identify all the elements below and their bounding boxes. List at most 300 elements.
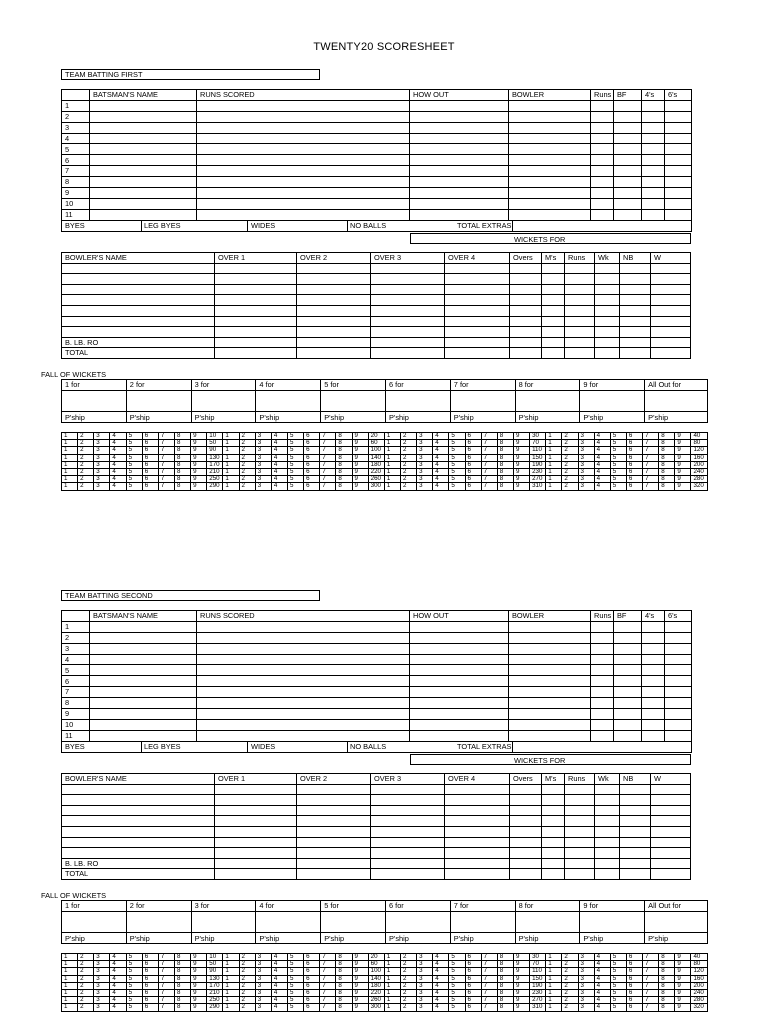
bowling-cell[interactable] — [595, 263, 620, 274]
tally-digit[interactable]: 9 — [675, 447, 691, 454]
bowling-cell[interactable] — [62, 826, 215, 837]
batting-cell[interactable] — [665, 632, 692, 643]
tally-digit[interactable]: 9 — [352, 954, 368, 961]
tally-digit[interactable]: 8 — [497, 997, 513, 1004]
bowling-cell[interactable] — [651, 869, 691, 880]
tally-digit[interactable]: 3 — [417, 997, 433, 1004]
batting-cell[interactable] — [509, 621, 591, 632]
tally-digit[interactable]: 8 — [336, 454, 352, 461]
tally-digit[interactable]: 4 — [594, 975, 610, 982]
batting-cell[interactable] — [509, 144, 591, 155]
tally-digit[interactable]: 7 — [158, 433, 174, 440]
tally-total[interactable]: 230 — [530, 469, 546, 476]
batting-cell[interactable] — [591, 698, 614, 709]
tally-digit[interactable]: 7 — [643, 469, 659, 476]
tally-digit[interactable]: 3 — [578, 990, 594, 997]
tally-digit[interactable]: 1 — [546, 469, 562, 476]
tally-digit[interactable]: 7 — [320, 968, 336, 975]
tally-digit[interactable]: 3 — [94, 454, 110, 461]
tally-digit[interactable]: 9 — [352, 454, 368, 461]
batting-cell[interactable] — [614, 709, 642, 720]
tally-digit[interactable]: 1 — [223, 469, 239, 476]
bowling-cell[interactable] — [651, 816, 691, 827]
batting-cell[interactable] — [197, 654, 410, 665]
bowling-cell[interactable] — [565, 805, 595, 816]
tally-digit[interactable]: 7 — [643, 476, 659, 483]
tally-digit[interactable]: 3 — [255, 447, 271, 454]
tally-digit[interactable]: 1 — [546, 990, 562, 997]
batting-cell[interactable] — [509, 698, 591, 709]
tally-digit[interactable]: 1 — [223, 990, 239, 997]
batting-cell[interactable] — [90, 209, 197, 220]
tally-digit[interactable]: 9 — [191, 469, 207, 476]
bowling-cell[interactable] — [215, 305, 297, 316]
tally-total[interactable]: 30 — [530, 954, 546, 961]
bowling-cell[interactable] — [651, 327, 691, 338]
tally-total[interactable]: 160 — [691, 975, 707, 982]
tally-total[interactable]: 240 — [691, 469, 707, 476]
bowling-cell[interactable] — [297, 858, 371, 869]
fow-cell[interactable] — [126, 401, 191, 412]
tally-digit[interactable]: 8 — [497, 476, 513, 483]
tally-digit[interactable]: 7 — [320, 469, 336, 476]
batting-cell[interactable] — [509, 188, 591, 199]
tally-total[interactable]: 80 — [691, 440, 707, 447]
tally-digit[interactable]: 4 — [594, 440, 610, 447]
tally-digit[interactable]: 4 — [433, 975, 449, 982]
tally-digit[interactable]: 4 — [110, 961, 126, 968]
tally-digit[interactable]: 4 — [110, 954, 126, 961]
tally-digit[interactable]: 7 — [481, 982, 497, 989]
bowling-cell[interactable] — [565, 316, 595, 327]
tally-digit[interactable]: 5 — [287, 483, 303, 490]
tally-digit[interactable]: 8 — [659, 469, 675, 476]
tally-digit[interactable]: 9 — [675, 476, 691, 483]
pship-label[interactable]: P'ship — [450, 933, 515, 944]
tally-digit[interactable]: 3 — [578, 483, 594, 490]
tally-digit[interactable]: 3 — [94, 968, 110, 975]
tally-digit[interactable]: 2 — [562, 461, 578, 468]
tally-total[interactable]: 210 — [207, 990, 223, 997]
tally-digit[interactable]: 1 — [546, 961, 562, 968]
tally-digit[interactable]: 9 — [352, 447, 368, 454]
bowling-cell[interactable] — [62, 805, 215, 816]
bowling-cell[interactable] — [445, 284, 510, 295]
tally-digit[interactable]: 6 — [626, 1004, 642, 1011]
tally-total[interactable]: 280 — [691, 476, 707, 483]
tally-total[interactable]: 260 — [368, 997, 384, 1004]
tally-digit[interactable]: 3 — [417, 975, 433, 982]
bowling-cell[interactable] — [620, 305, 651, 316]
tally-digit[interactable]: 5 — [287, 447, 303, 454]
tally-digit[interactable]: 6 — [465, 997, 481, 1004]
tally-digit[interactable]: 8 — [336, 975, 352, 982]
tally-digit[interactable]: 7 — [643, 982, 659, 989]
tally-digit[interactable]: 7 — [481, 975, 497, 982]
tally-total[interactable]: 300 — [368, 1004, 384, 1011]
tally-digit[interactable]: 9 — [352, 982, 368, 989]
tally-digit[interactable]: 3 — [578, 982, 594, 989]
tally-digit[interactable]: 1 — [384, 975, 400, 982]
tally-digit[interactable]: 4 — [271, 961, 287, 968]
bowling-cell[interactable] — [542, 305, 565, 316]
tally-digit[interactable]: 2 — [239, 483, 255, 490]
tally-digit[interactable]: 3 — [417, 1004, 433, 1011]
batting-cell[interactable] — [665, 111, 692, 122]
tally-digit[interactable]: 6 — [626, 997, 642, 1004]
batting-cell[interactable] — [90, 687, 197, 698]
tally-digit[interactable]: 2 — [562, 961, 578, 968]
batting-cell[interactable] — [614, 166, 642, 177]
tally-digit[interactable]: 4 — [594, 469, 610, 476]
bowling-cell[interactable] — [215, 274, 297, 285]
tally-digit[interactable]: 8 — [336, 483, 352, 490]
fow-cell[interactable] — [515, 911, 580, 922]
fow-cell[interactable] — [126, 911, 191, 922]
tally-digit[interactable]: 3 — [417, 961, 433, 968]
tally-digit[interactable]: 4 — [433, 483, 449, 490]
bowling-cell[interactable] — [62, 263, 215, 274]
tally-digit[interactable]: 7 — [320, 433, 336, 440]
tally-digit[interactable]: 4 — [433, 469, 449, 476]
tally-digit[interactable]: 7 — [320, 982, 336, 989]
batting-cell[interactable] — [614, 100, 642, 111]
tally-digit[interactable]: 3 — [417, 982, 433, 989]
tally-digit[interactable]: 9 — [191, 483, 207, 490]
tally-digit[interactable]: 5 — [449, 461, 465, 468]
tally-digit[interactable]: 3 — [94, 447, 110, 454]
batting-cell[interactable] — [665, 100, 692, 111]
batting-cell[interactable] — [410, 155, 509, 166]
tally-digit[interactable]: 7 — [481, 447, 497, 454]
batting-cell[interactable] — [642, 166, 665, 177]
tally-digit[interactable]: 2 — [78, 982, 94, 989]
tally-digit[interactable]: 2 — [562, 975, 578, 982]
bowling-cell[interactable] — [445, 295, 510, 306]
bowling-cell[interactable] — [215, 327, 297, 338]
pship-label[interactable]: P'ship — [515, 933, 580, 944]
fow-cell[interactable] — [645, 922, 708, 933]
tally-digit[interactable]: 3 — [578, 433, 594, 440]
bowling-cell[interactable] — [620, 805, 651, 816]
tally-digit[interactable]: 2 — [239, 433, 255, 440]
tally-total[interactable]: 40 — [691, 433, 707, 440]
batting-cell[interactable] — [410, 177, 509, 188]
bowling-cell[interactable] — [651, 337, 691, 348]
batting-cell[interactable] — [90, 122, 197, 133]
tally-digit[interactable]: 5 — [449, 982, 465, 989]
batting-cell[interactable] — [197, 209, 410, 220]
bowling-cell[interactable] — [371, 337, 445, 348]
tally-digit[interactable]: 8 — [174, 997, 190, 1004]
tally-digit[interactable]: 2 — [78, 975, 94, 982]
bowling-cell[interactable] — [371, 274, 445, 285]
batting-cell[interactable] — [614, 665, 642, 676]
tally-total[interactable]: 230 — [530, 990, 546, 997]
tally-digit[interactable]: 4 — [271, 997, 287, 1004]
tally-digit[interactable]: 7 — [320, 975, 336, 982]
bowling-cell[interactable] — [371, 316, 445, 327]
batting-cell[interactable] — [410, 166, 509, 177]
tally-digit[interactable]: 6 — [142, 476, 158, 483]
tally-digit[interactable]: 7 — [481, 990, 497, 997]
batting-cell[interactable] — [410, 209, 509, 220]
tally-digit[interactable]: 6 — [465, 440, 481, 447]
batting-cell[interactable] — [614, 698, 642, 709]
bowling-cell[interactable] — [445, 274, 510, 285]
tally-digit[interactable]: 3 — [255, 954, 271, 961]
tally-digit[interactable]: 9 — [513, 975, 529, 982]
tally-digit[interactable]: 1 — [384, 476, 400, 483]
tally-digit[interactable]: 5 — [287, 469, 303, 476]
bowling-cell[interactable] — [565, 826, 595, 837]
fow-cell[interactable] — [256, 922, 321, 933]
pship-label[interactable]: P'ship — [645, 412, 708, 423]
batting-cell[interactable] — [665, 133, 692, 144]
bowling-cell[interactable] — [371, 295, 445, 306]
fow-cell[interactable] — [645, 390, 708, 401]
tally-digit[interactable]: 5 — [126, 961, 142, 968]
tally-digit[interactable]: 1 — [223, 483, 239, 490]
fow-cell[interactable] — [580, 401, 645, 412]
bowling-cell[interactable] — [620, 826, 651, 837]
tally-digit[interactable]: 7 — [643, 483, 659, 490]
tally-digit[interactable]: 1 — [384, 461, 400, 468]
tally-digit[interactable]: 1 — [223, 447, 239, 454]
tally-digit[interactable]: 5 — [126, 997, 142, 1004]
batting-cell[interactable] — [614, 687, 642, 698]
tally-digit[interactable]: 9 — [675, 483, 691, 490]
tally-digit[interactable]: 9 — [352, 1004, 368, 1011]
bowling-cell[interactable] — [565, 795, 595, 806]
tally-digit[interactable]: 1 — [546, 975, 562, 982]
bowling-cell[interactable] — [510, 348, 542, 359]
batting-cell[interactable] — [90, 665, 197, 676]
tally-digit[interactable]: 8 — [659, 433, 675, 440]
tally-digit[interactable]: 7 — [158, 968, 174, 975]
batting-cell[interactable] — [197, 144, 410, 155]
tally-digit[interactable]: 3 — [417, 433, 433, 440]
tally-digit[interactable]: 6 — [304, 961, 320, 968]
tally-digit[interactable]: 6 — [304, 483, 320, 490]
tally-digit[interactable]: 9 — [513, 454, 529, 461]
tally-digit[interactable]: 9 — [675, 440, 691, 447]
tally-digit[interactable]: 6 — [304, 440, 320, 447]
batting-cell[interactable] — [509, 111, 591, 122]
tally-digit[interactable]: 4 — [271, 954, 287, 961]
tally-digit[interactable]: 1 — [223, 954, 239, 961]
tally-digit[interactable]: 5 — [610, 968, 626, 975]
bowling-cell[interactable] — [595, 837, 620, 848]
tally-digit[interactable]: 6 — [465, 982, 481, 989]
bowling-cell[interactable] — [445, 826, 510, 837]
tally-digit[interactable]: 4 — [271, 447, 287, 454]
tally-total[interactable]: 240 — [691, 990, 707, 997]
tally-digit[interactable]: 4 — [271, 483, 287, 490]
tally-digit[interactable]: 5 — [126, 968, 142, 975]
tally-digit[interactable]: 5 — [449, 433, 465, 440]
tally-digit[interactable]: 1 — [223, 968, 239, 975]
tally-digit[interactable]: 5 — [610, 483, 626, 490]
tally-digit[interactable]: 5 — [449, 975, 465, 982]
tally-digit[interactable]: 4 — [594, 990, 610, 997]
bowling-cell[interactable] — [620, 295, 651, 306]
batting-cell[interactable] — [665, 155, 692, 166]
tally-digit[interactable]: 2 — [78, 990, 94, 997]
tally-digit[interactable]: 1 — [223, 433, 239, 440]
fow-cell[interactable] — [191, 911, 256, 922]
extras-input[interactable] — [347, 742, 388, 752]
tally-digit[interactable]: 1 — [62, 447, 78, 454]
bowling-cell[interactable] — [595, 869, 620, 880]
fow-cell[interactable] — [126, 390, 191, 401]
batting-cell[interactable] — [591, 133, 614, 144]
tally-digit[interactable]: 6 — [626, 476, 642, 483]
tally-digit[interactable]: 3 — [417, 454, 433, 461]
bowling-cell[interactable] — [215, 795, 297, 806]
tally-total[interactable]: 130 — [207, 975, 223, 982]
tally-digit[interactable]: 5 — [287, 968, 303, 975]
batting-cell[interactable] — [410, 665, 509, 676]
tally-digit[interactable]: 8 — [497, 954, 513, 961]
tally-digit[interactable]: 8 — [174, 454, 190, 461]
pship-label[interactable]: P'ship — [645, 933, 708, 944]
pship-label[interactable]: P'ship — [62, 412, 127, 423]
tally-digit[interactable]: 4 — [271, 476, 287, 483]
bowling-cell[interactable] — [445, 337, 510, 348]
bowling-cell[interactable] — [595, 805, 620, 816]
tally-digit[interactable]: 2 — [78, 433, 94, 440]
bowling-cell[interactable] — [445, 327, 510, 338]
tally-digit[interactable]: 4 — [594, 961, 610, 968]
bowling-cell[interactable] — [620, 263, 651, 274]
tally-digit[interactable]: 2 — [562, 447, 578, 454]
tally-digit[interactable]: 4 — [594, 997, 610, 1004]
bowling-cell[interactable] — [297, 805, 371, 816]
bowling-cell[interactable] — [542, 337, 565, 348]
bowling-cell[interactable] — [62, 816, 215, 827]
tally-digit[interactable]: 9 — [513, 954, 529, 961]
tally-digit[interactable]: 5 — [287, 476, 303, 483]
tally-digit[interactable]: 6 — [626, 961, 642, 968]
team-name-field[interactable]: TEAM BATTING SECOND — [61, 590, 320, 601]
tally-digit[interactable]: 6 — [142, 997, 158, 1004]
tally-digit[interactable]: 7 — [643, 954, 659, 961]
tally-digit[interactable]: 1 — [223, 975, 239, 982]
tally-total[interactable]: 70 — [530, 440, 546, 447]
batting-cell[interactable] — [509, 676, 591, 687]
tally-digit[interactable]: 2 — [400, 447, 416, 454]
bowling-cell[interactable] — [651, 316, 691, 327]
tally-digit[interactable]: 8 — [659, 476, 675, 483]
batting-cell[interactable] — [90, 632, 197, 643]
tally-digit[interactable]: 3 — [578, 440, 594, 447]
tally-digit[interactable]: 8 — [497, 990, 513, 997]
tally-digit[interactable]: 4 — [110, 447, 126, 454]
tally-digit[interactable]: 9 — [191, 954, 207, 961]
tally-digit[interactable]: 6 — [304, 997, 320, 1004]
tally-digit[interactable]: 6 — [626, 433, 642, 440]
tally-digit[interactable]: 9 — [352, 990, 368, 997]
tally-digit[interactable]: 6 — [626, 975, 642, 982]
bowling-cell[interactable] — [445, 858, 510, 869]
tally-digit[interactable]: 6 — [304, 975, 320, 982]
tally-digit[interactable]: 4 — [433, 447, 449, 454]
tally-digit[interactable]: 6 — [304, 461, 320, 468]
tally-digit[interactable]: 2 — [562, 483, 578, 490]
bowling-cell[interactable] — [565, 327, 595, 338]
batting-cell[interactable] — [591, 719, 614, 730]
tally-digit[interactable]: 8 — [174, 433, 190, 440]
fow-cell[interactable] — [191, 401, 256, 412]
tally-digit[interactable]: 2 — [400, 454, 416, 461]
bowling-cell[interactable] — [651, 858, 691, 869]
batting-cell[interactable] — [197, 621, 410, 632]
tally-digit[interactable]: 1 — [62, 440, 78, 447]
tally-digit[interactable]: 4 — [110, 483, 126, 490]
tally-digit[interactable]: 8 — [336, 469, 352, 476]
bowling-cell[interactable] — [565, 263, 595, 274]
tally-digit[interactable]: 1 — [62, 997, 78, 1004]
tally-digit[interactable]: 5 — [610, 461, 626, 468]
tally-digit[interactable]: 7 — [158, 454, 174, 461]
tally-total[interactable]: 60 — [368, 440, 384, 447]
tally-digit[interactable]: 9 — [675, 461, 691, 468]
bowling-cell[interactable] — [595, 826, 620, 837]
bowling-cell[interactable] — [565, 858, 595, 869]
tally-digit[interactable]: 8 — [497, 1004, 513, 1011]
bowling-cell[interactable] — [542, 327, 565, 338]
bowling-cell[interactable] — [297, 837, 371, 848]
batting-cell[interactable] — [591, 665, 614, 676]
batting-cell[interactable] — [410, 643, 509, 654]
bowling-cell[interactable] — [215, 295, 297, 306]
tally-digit[interactable]: 8 — [497, 433, 513, 440]
batting-cell[interactable] — [197, 133, 410, 144]
bowling-cell[interactable] — [542, 837, 565, 848]
batting-cell[interactable] — [665, 698, 692, 709]
tally-digit[interactable]: 8 — [497, 982, 513, 989]
tally-digit[interactable]: 7 — [481, 433, 497, 440]
tally-digit[interactable]: 7 — [481, 461, 497, 468]
bowling-cell[interactable] — [297, 348, 371, 359]
tally-total[interactable]: 120 — [691, 968, 707, 975]
batting-cell[interactable] — [410, 709, 509, 720]
tally-digit[interactable]: 1 — [62, 433, 78, 440]
tally-digit[interactable]: 8 — [174, 476, 190, 483]
tally-total[interactable]: 100 — [368, 447, 384, 454]
tally-digit[interactable]: 8 — [174, 968, 190, 975]
bowling-cell[interactable] — [371, 816, 445, 827]
tally-digit[interactable]: 2 — [562, 954, 578, 961]
tally-digit[interactable]: 1 — [62, 975, 78, 982]
bowling-cell[interactable] — [542, 826, 565, 837]
batting-cell[interactable] — [197, 100, 410, 111]
tally-digit[interactable]: 5 — [287, 440, 303, 447]
tally-digit[interactable]: 7 — [158, 997, 174, 1004]
bowling-cell[interactable] — [510, 337, 542, 348]
tally-digit[interactable]: 1 — [223, 440, 239, 447]
bowling-cell[interactable] — [62, 795, 215, 806]
tally-digit[interactable]: 8 — [497, 483, 513, 490]
tally-digit[interactable]: 2 — [78, 997, 94, 1004]
bowling-cell[interactable] — [297, 305, 371, 316]
tally-total[interactable]: 320 — [691, 483, 707, 490]
tally-digit[interactable]: 3 — [417, 954, 433, 961]
batting-cell[interactable] — [665, 730, 692, 741]
tally-digit[interactable]: 2 — [239, 968, 255, 975]
bowling-cell[interactable] — [510, 274, 542, 285]
